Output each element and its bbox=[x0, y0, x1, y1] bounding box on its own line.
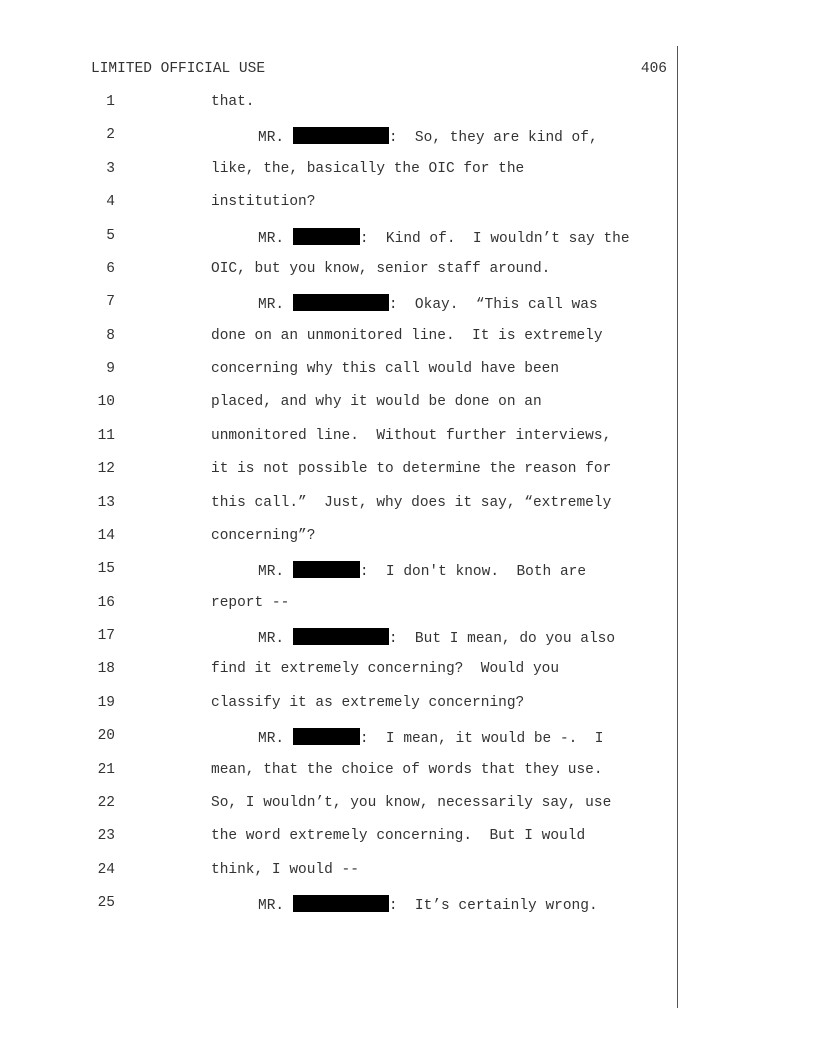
line-number: 7 bbox=[106, 294, 115, 311]
text-segment: So, I wouldn’t, you know, necessarily say, use bbox=[211, 794, 612, 811]
line-text bbox=[211, 194, 315, 210]
line-number: 2 bbox=[106, 127, 115, 144]
text-segment: concerning”? bbox=[211, 527, 316, 544]
line-number: 5 bbox=[106, 227, 115, 244]
transcript-line bbox=[0, 328, 816, 361]
text-segment: the word extremely concerning. But I would bbox=[211, 828, 586, 845]
line-text bbox=[258, 628, 615, 647]
transcript-lines bbox=[0, 94, 816, 928]
text-segment: MR. bbox=[258, 898, 293, 914]
text-segment: think, I would -- bbox=[211, 861, 359, 878]
text-segment: MR. bbox=[258, 731, 293, 748]
line-text bbox=[258, 728, 603, 747]
text-segment: unmonitored line. Without further interviews, bbox=[211, 427, 612, 444]
line-text bbox=[211, 328, 603, 344]
line-number: 12 bbox=[97, 461, 115, 478]
line-number: 10 bbox=[97, 394, 115, 411]
text-segment: done on an unmonitored line. It is extremely bbox=[211, 327, 603, 344]
text-segment: MR. bbox=[258, 564, 293, 581]
text-segment: MR. bbox=[258, 297, 293, 314]
line-text bbox=[211, 161, 524, 177]
line-text bbox=[211, 261, 550, 277]
line-number: 15 bbox=[97, 561, 115, 578]
transcript-line bbox=[0, 194, 816, 227]
transcript-line bbox=[0, 862, 816, 895]
transcript-line bbox=[0, 461, 816, 494]
line-text bbox=[211, 461, 611, 477]
line-text bbox=[258, 228, 630, 247]
line-text bbox=[211, 595, 289, 611]
transcript-line bbox=[0, 228, 816, 261]
text-segment: like, the, basically the OIC for the bbox=[211, 160, 525, 177]
line-number: 3 bbox=[106, 160, 115, 177]
transcript-line bbox=[0, 762, 816, 795]
line-number: 22 bbox=[97, 794, 115, 811]
line-number: 16 bbox=[97, 594, 115, 611]
page-number: 406 bbox=[640, 61, 667, 77]
text-segment: find it extremely concerning? Would you bbox=[211, 661, 560, 678]
line-number: 6 bbox=[106, 260, 115, 277]
line-text bbox=[211, 94, 255, 110]
line-text bbox=[258, 127, 598, 146]
text-segment: mean, that the choice of words that they use. bbox=[211, 761, 603, 778]
line-number: 24 bbox=[97, 861, 115, 878]
text-segment: : But I mean, do you also bbox=[388, 631, 616, 647]
transcript-line bbox=[0, 628, 816, 661]
line-text bbox=[211, 862, 359, 878]
transcript-line bbox=[0, 695, 816, 728]
line-number: 23 bbox=[97, 828, 115, 845]
line-number: 11 bbox=[97, 427, 115, 444]
line-text bbox=[211, 795, 611, 811]
line-text bbox=[211, 528, 315, 544]
transcript-line bbox=[0, 895, 816, 928]
line-number: 20 bbox=[97, 728, 115, 745]
line-text bbox=[211, 828, 585, 844]
text-segment: MR. bbox=[258, 230, 293, 247]
text-segment: : So, they are kind of, bbox=[388, 130, 598, 147]
transcript-line bbox=[0, 428, 816, 461]
transcript-line bbox=[0, 394, 816, 427]
line-number: 1 bbox=[106, 94, 115, 110]
transcript-line bbox=[0, 127, 816, 160]
transcript-line bbox=[0, 561, 816, 594]
line-text bbox=[211, 661, 559, 677]
text-segment: this call.” Just, why does it say, “extremely bbox=[211, 494, 612, 511]
line-text bbox=[211, 428, 611, 444]
transcript-line bbox=[0, 94, 816, 127]
line-text bbox=[211, 695, 524, 711]
line-number: 18 bbox=[97, 661, 115, 678]
transcript-line bbox=[0, 361, 816, 394]
classification-header: LIMITED OFFICIAL USE bbox=[91, 61, 266, 77]
line-text bbox=[258, 895, 598, 914]
line-number: 8 bbox=[106, 327, 115, 344]
text-segment: placed, and why it would be done on an bbox=[211, 394, 542, 411]
transcript-line bbox=[0, 495, 816, 528]
text-segment: : Kind of. I wouldn’t say the bbox=[359, 230, 630, 247]
transcript-line bbox=[0, 161, 816, 194]
line-number: 17 bbox=[97, 628, 115, 644]
transcript-line bbox=[0, 795, 816, 828]
line-text bbox=[258, 294, 598, 313]
text-segment: MR. bbox=[258, 631, 293, 647]
line-text bbox=[211, 394, 542, 410]
redaction-box bbox=[293, 127, 389, 144]
line-number: 25 bbox=[97, 895, 115, 911]
transcript-line bbox=[0, 828, 816, 861]
text-segment: classify it as extremely concerning? bbox=[211, 694, 525, 711]
line-number: 4 bbox=[106, 194, 115, 211]
text-segment: that. bbox=[211, 94, 255, 110]
line-number: 19 bbox=[97, 694, 115, 711]
transcript-line bbox=[0, 528, 816, 561]
line-text bbox=[211, 495, 611, 511]
transcript-line bbox=[0, 261, 816, 294]
text-segment: concerning why this call would have been bbox=[211, 361, 560, 377]
line-text bbox=[258, 561, 586, 580]
line-number: 9 bbox=[106, 361, 115, 377]
text-segment: MR. bbox=[258, 130, 293, 147]
line-text bbox=[211, 762, 603, 778]
text-segment: report -- bbox=[211, 594, 290, 611]
transcript-line bbox=[0, 294, 816, 327]
transcript-line bbox=[0, 595, 816, 628]
transcript-line bbox=[0, 728, 816, 761]
redaction-box bbox=[293, 628, 389, 645]
line-number: 13 bbox=[97, 494, 115, 511]
transcript-line bbox=[0, 661, 816, 694]
line-number: 21 bbox=[97, 761, 115, 778]
text-segment: OIC, but you know, senior staff around. bbox=[211, 260, 551, 277]
text-segment: institution? bbox=[211, 194, 316, 211]
text-segment: : Okay. “This call was bbox=[388, 297, 598, 314]
line-text bbox=[211, 361, 559, 377]
redaction-box bbox=[293, 561, 360, 578]
redaction-box bbox=[293, 895, 389, 912]
redaction-box bbox=[293, 228, 360, 245]
redaction-box bbox=[293, 728, 360, 745]
text-segment: it is not possible to determine the reason for bbox=[211, 461, 612, 478]
text-segment: : I mean, it would be -. I bbox=[359, 731, 604, 748]
text-segment: : I don't know. Both are bbox=[359, 564, 587, 581]
line-number: 14 bbox=[97, 527, 115, 544]
text-segment: : It’s certainly wrong. bbox=[388, 898, 598, 914]
redaction-box bbox=[293, 294, 389, 311]
